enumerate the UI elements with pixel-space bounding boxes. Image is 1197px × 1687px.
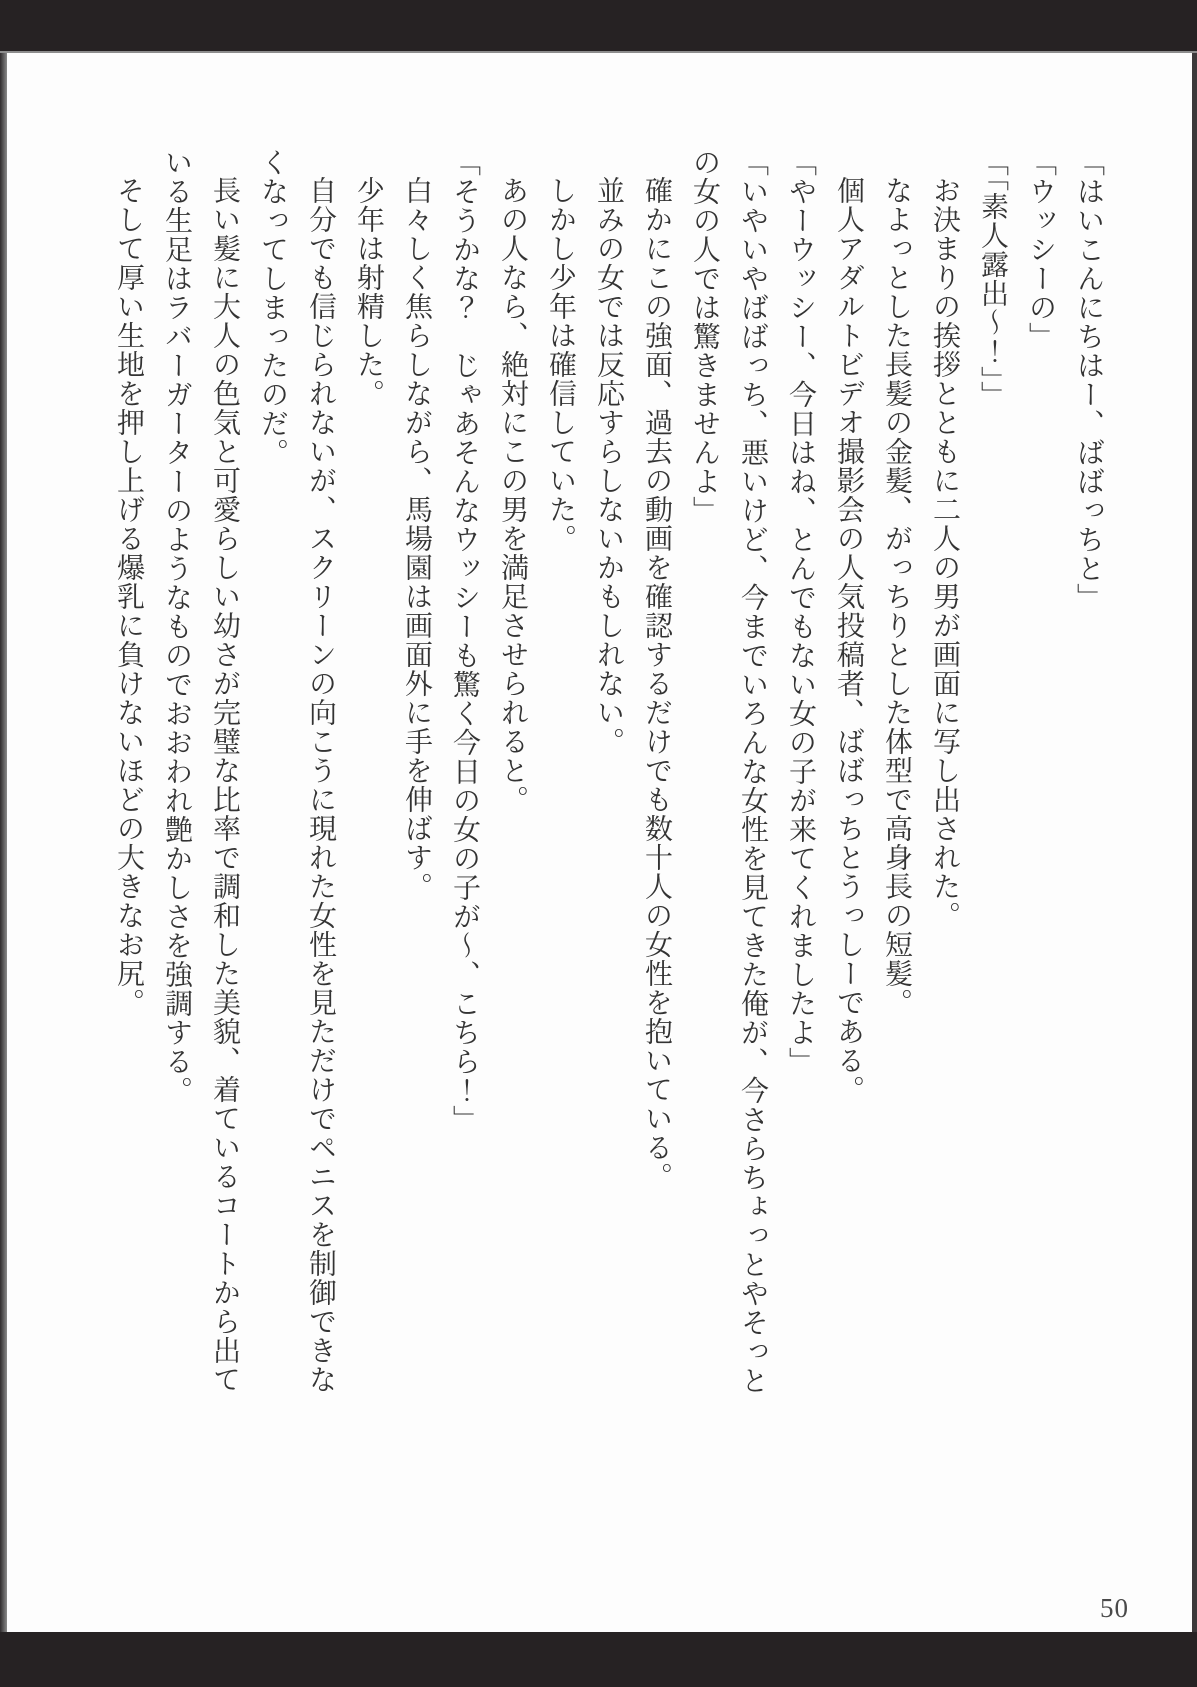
text-line: 「「素人露出〜！」」 bbox=[977, 148, 1008, 410]
text-line: いる生足はラバーガーターのようなものでおおわれ艶かしさを強調する。 bbox=[161, 148, 192, 1105]
page-right-edge-shadow bbox=[1192, 51, 1197, 1632]
text-line: しかし少年は確信していた。 bbox=[545, 176, 576, 553]
text-line: 並みの女では反応すらしないかもしれない。 bbox=[593, 176, 624, 756]
page-left-edge-shadow bbox=[0, 51, 7, 1632]
text-line: あの人なら、絶対にこの男を満足させられると。 bbox=[497, 176, 528, 814]
text-line: 少年は射精した。 bbox=[353, 176, 384, 408]
text-line: 「そうかな？ じゃあそんなウッシーも驚く今日の女の子が〜、こちら！」 bbox=[449, 148, 480, 1134]
text-line: 白々しく焦らしながら、馬場園は画面外に手を伸ばす。 bbox=[401, 176, 432, 901]
text-line: 「いやいやばばっち、悪いけど、今までいろんな女性を見てきた俺が、今さらちょっとやそっと bbox=[737, 148, 768, 1395]
bottom-letterbox-bar bbox=[0, 1632, 1197, 1687]
text-line: 「はいこんにちはー、ばばっちと」 bbox=[1073, 148, 1104, 612]
text-line: 「ウッシーの」 bbox=[1025, 148, 1056, 351]
text-line: の女の人では驚きませんよ」 bbox=[689, 148, 720, 525]
text-line: 個人アダルトビデオ撮影会の人気投稿者、ばばっちとうっしーである。 bbox=[833, 176, 864, 1104]
text-line: 長い髪に大人の色気と可愛らしい幼さが完璧な比率で調和した美貌、着ているコートから出て bbox=[209, 176, 240, 1394]
vertical-text-block bbox=[104, 148, 1112, 1408]
text-line: 自分でも信じられないが、スクリーンの向こうに現れた女性を見ただけでペニスを制御できな bbox=[305, 176, 336, 1394]
text-line: 「やーウッシー、今日はね、とんでもない女の子が来てくれましたよ」 bbox=[785, 148, 816, 1076]
text-line: なよっとした長髪の金髪、がっちりとした体型で高身長の短髪。 bbox=[881, 176, 912, 1017]
text-line: くなってしまったのだ。 bbox=[257, 148, 288, 467]
top-letterbox-bar bbox=[0, 0, 1197, 53]
page-number: 50 bbox=[1100, 1593, 1129, 1623]
text-line: 確かにこの強面、過去の動画を確認するだけでも数十人の女性を抱いている。 bbox=[641, 176, 672, 1191]
text-line: そして厚い生地を押し上げる爆乳に負けないほどの大きなお尻。 bbox=[113, 176, 144, 1017]
text-line: お決まりの挨拶とともに二人の男が画面に写し出された。 bbox=[929, 176, 960, 930]
